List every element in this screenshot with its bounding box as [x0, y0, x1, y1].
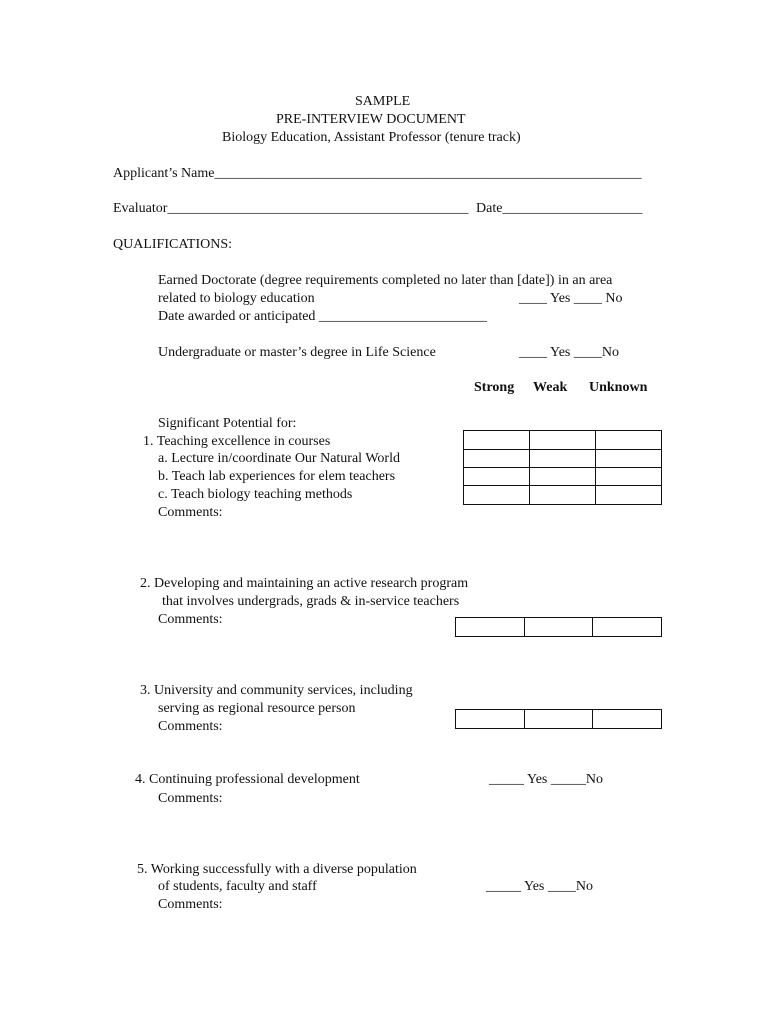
section4-line1: 4. Continuing professional development: [135, 772, 360, 787]
section2-line1: 2. Developing and maintaining an active research program: [140, 576, 469, 591]
section3-line2: serving as regional resource person: [158, 701, 356, 716]
rating-cell-unknown[interactable]: [596, 431, 662, 450]
section4-comments: Comments:: [158, 791, 223, 806]
rating-row-service: [456, 710, 662, 729]
section5-yes-no[interactable]: _____ Yes ____No: [486, 879, 593, 894]
rating-cell-unknown[interactable]: [593, 710, 662, 729]
rating-header-strong: Strong: [474, 380, 515, 395]
rating-cell-weak[interactable]: [530, 486, 596, 505]
doc-title-sample: SAMPLE: [355, 94, 411, 109]
doc-title: PRE-INTERVIEW DOCUMENT: [276, 112, 466, 127]
rating-row-teaching: [464, 431, 662, 450]
doctorate-yes-no[interactable]: ____ Yes ____ No: [519, 291, 623, 306]
rating-cell-strong[interactable]: [464, 450, 530, 468]
section1-item-a: a. Lecture in/coordinate Our Natural World: [158, 451, 400, 466]
rating-header-weak: Weak: [533, 380, 568, 395]
applicant-name-field[interactable]: Applicant’s Name_____________________________________________________________: [113, 166, 642, 181]
section1-intro: Significant Potential for:: [158, 416, 297, 431]
evaluator-field[interactable]: Evaluator___________________________________________: [113, 201, 469, 216]
rating-row-a: [464, 450, 662, 468]
section4-yes-no[interactable]: _____ Yes _____No: [489, 772, 603, 787]
rating-cell-unknown[interactable]: [596, 468, 662, 486]
rating-cell-strong[interactable]: [464, 431, 530, 450]
section1-item-b: b. Teach lab experiences for elem teachers: [158, 469, 396, 484]
date-field[interactable]: Date____________________: [476, 201, 643, 216]
doctorate-line1: Earned Doctorate (degree requirements completed no later than [date]) in an area: [158, 273, 613, 288]
rating-cell-unknown[interactable]: [596, 486, 662, 505]
undergrad-yes-no[interactable]: ____ Yes ____No: [519, 345, 619, 360]
rating-cell-strong[interactable]: [456, 618, 525, 637]
rating-cell-weak[interactable]: [524, 618, 593, 637]
doc-subtitle: Biology Education, Assistant Professor (tenure track): [222, 130, 521, 145]
rating-cell-weak[interactable]: [524, 710, 593, 729]
section1-item: 1. Teaching excellence in courses: [143, 434, 331, 449]
section2-rating-grid: [455, 617, 662, 637]
section3-comments: Comments:: [158, 719, 223, 734]
rating-cell-weak[interactable]: [530, 450, 596, 468]
rating-cell-unknown[interactable]: [593, 618, 662, 637]
rating-row-c: [464, 486, 662, 505]
rating-cell-weak[interactable]: [530, 468, 596, 486]
section3-rating-grid: [455, 709, 662, 729]
rating-cell-strong[interactable]: [456, 710, 525, 729]
section1-item-c: c. Teach biology teaching methods: [158, 487, 353, 502]
rating-cell-unknown[interactable]: [596, 450, 662, 468]
section5-line1: 5. Working successfully with a diverse population: [137, 862, 417, 877]
section1-rating-grid: [463, 430, 662, 505]
date-awarded-field[interactable]: Date awarded or anticipated ________________________: [158, 309, 487, 324]
rating-cell-weak[interactable]: [530, 431, 596, 450]
section5-line2: of students, faculty and staff: [158, 879, 317, 894]
section5-comments: Comments:: [158, 897, 223, 912]
section2-comments: Comments:: [158, 612, 223, 627]
rating-row-research: [456, 618, 662, 637]
section3-line1: 3. University and community services, including: [140, 683, 413, 698]
rating-cell-strong[interactable]: [464, 468, 530, 486]
qualifications-heading: QUALIFICATIONS:: [113, 237, 232, 252]
rating-row-b: [464, 468, 662, 486]
rating-cell-strong[interactable]: [464, 486, 530, 505]
section2-line2: that involves undergrads, grads & in-service teachers: [162, 594, 460, 609]
doctorate-line2: related to biology education: [158, 291, 315, 306]
undergrad-degree-label: Undergraduate or master’s degree in Life Science: [158, 345, 436, 360]
section1-comments: Comments:: [158, 505, 223, 520]
rating-header-unknown: Unknown: [589, 380, 648, 395]
